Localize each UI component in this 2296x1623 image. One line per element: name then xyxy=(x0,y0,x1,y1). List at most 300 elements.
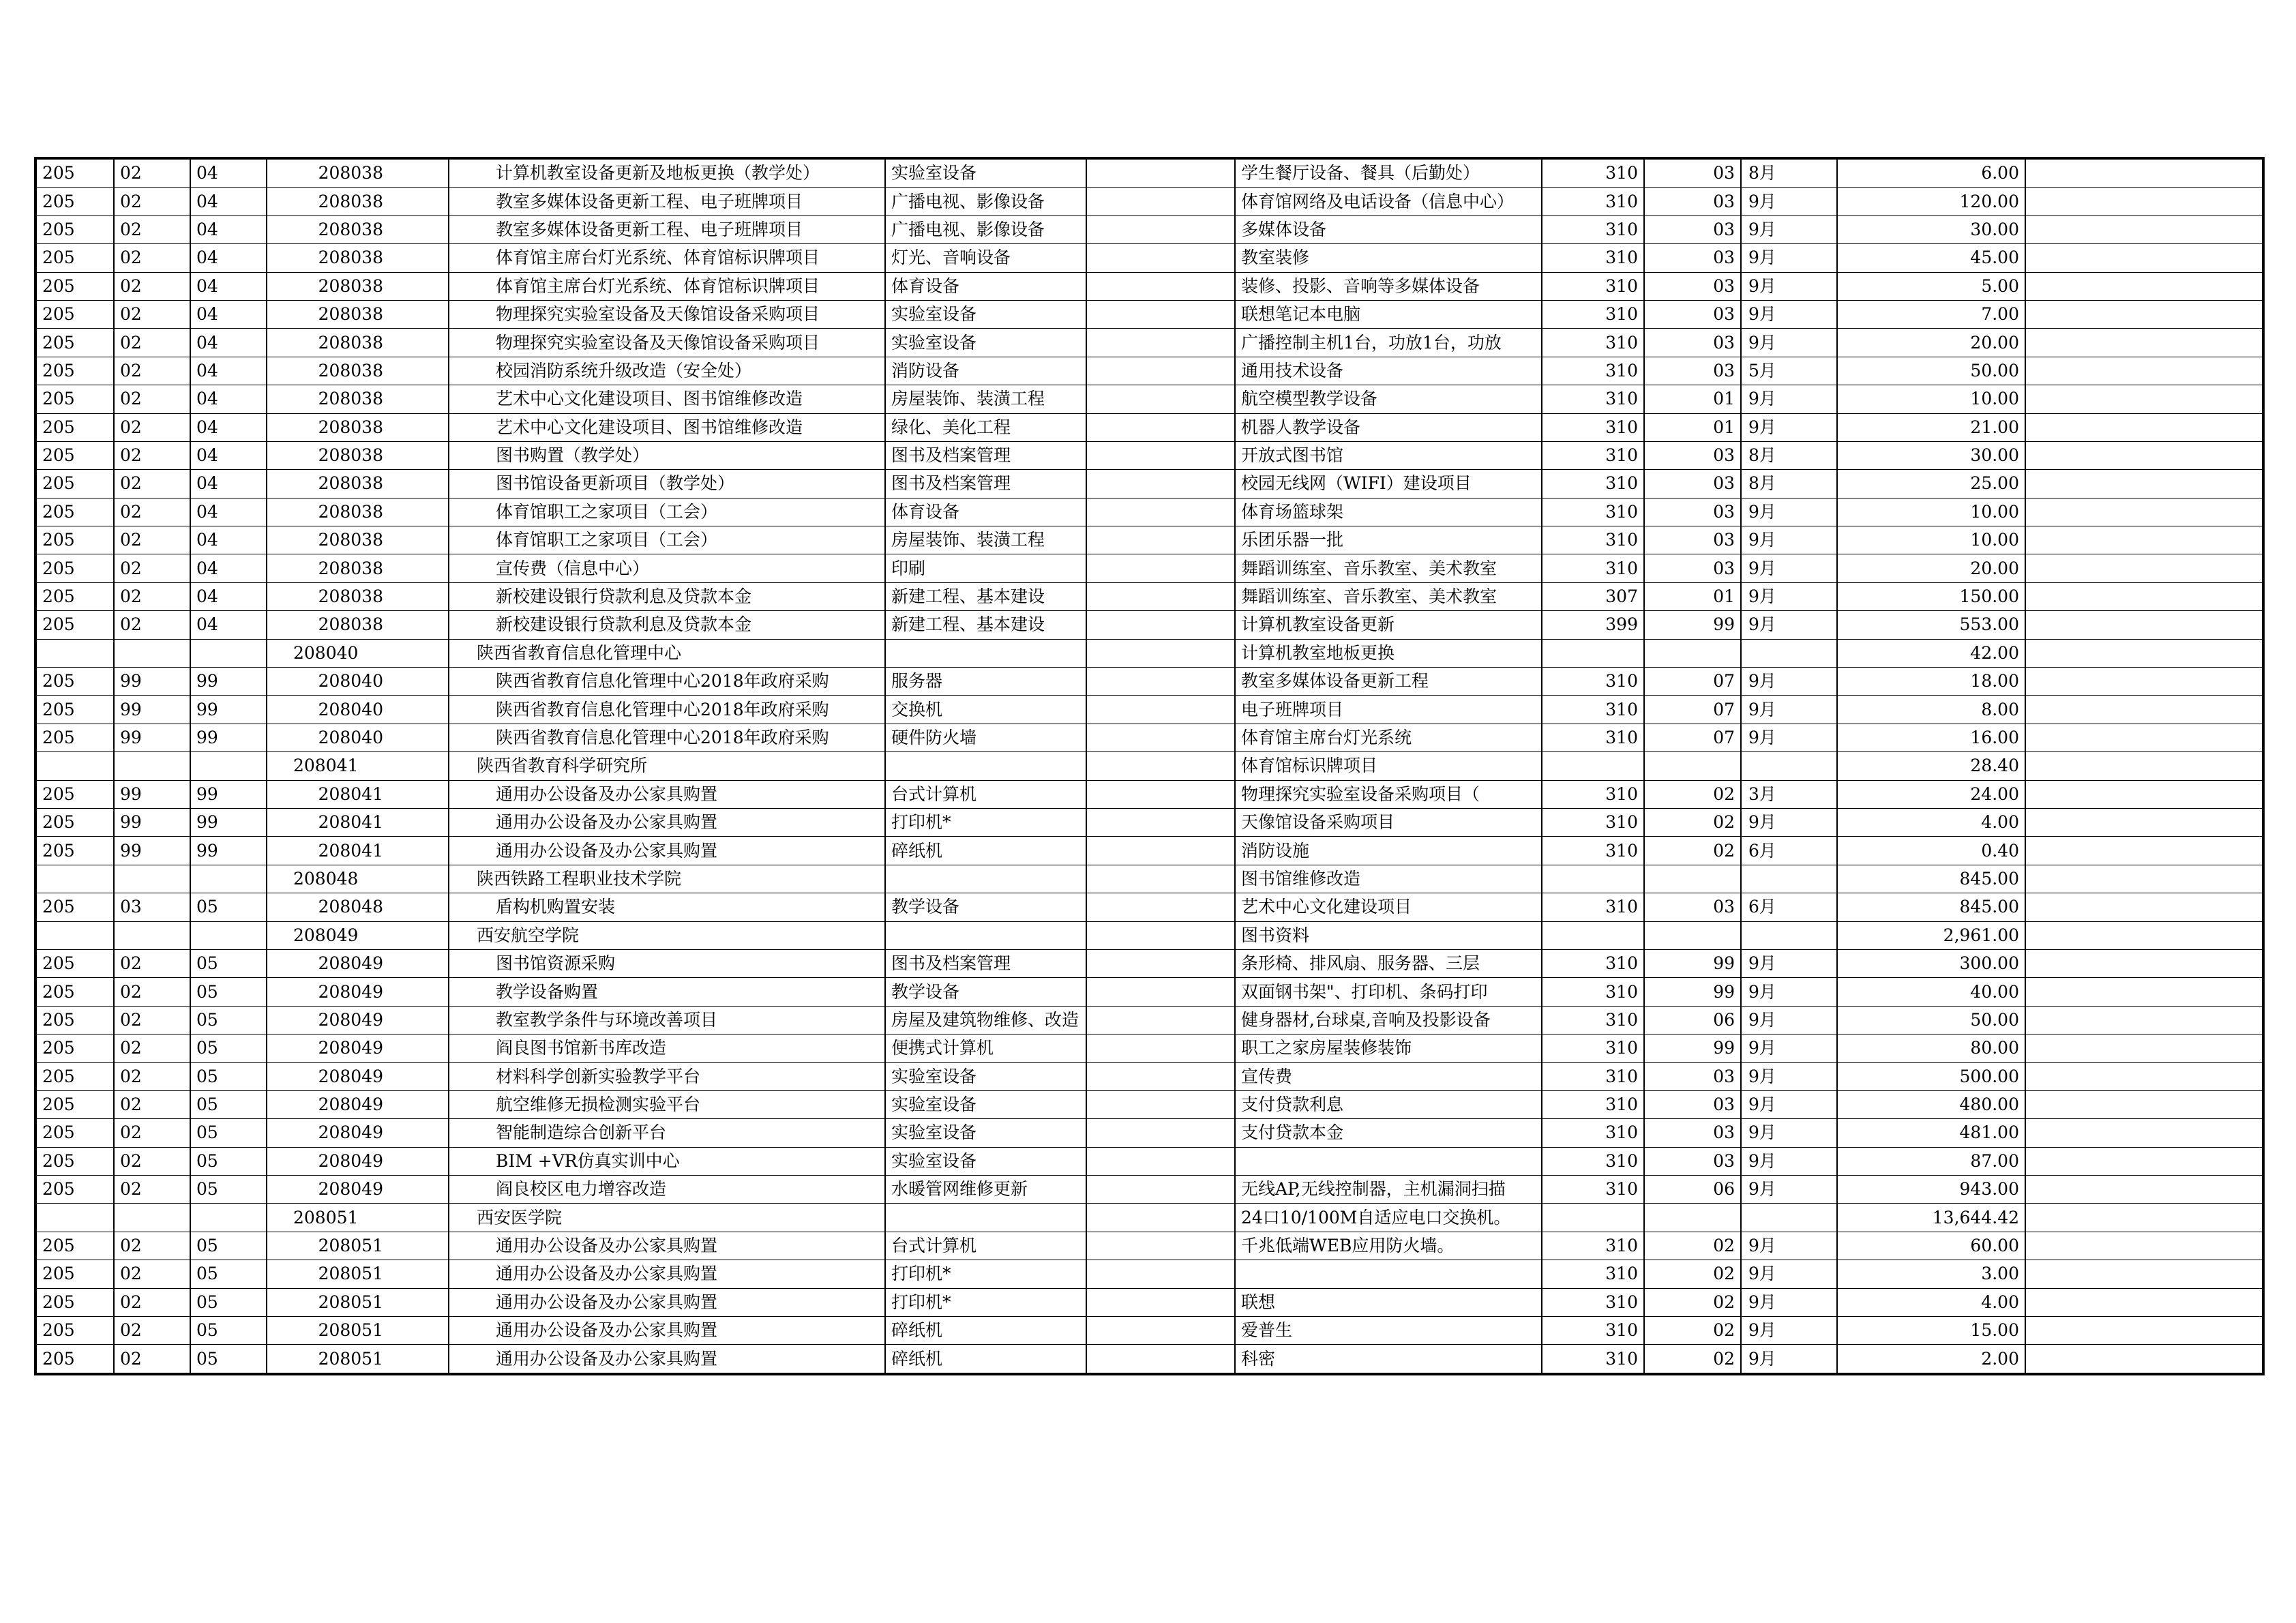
cell-subitem: 04 xyxy=(190,300,267,328)
cell-class: 205 xyxy=(35,611,114,639)
cell-unit-code: 208049 xyxy=(267,1119,449,1147)
cell-subitem: 04 xyxy=(190,329,267,357)
cell-unit-code: 208048 xyxy=(267,865,449,893)
cell-unit-code: 208051 xyxy=(267,1204,449,1232)
cell-blank xyxy=(1086,215,1235,243)
cell-category: 消防设备 xyxy=(885,357,1086,385)
cell-econ-class: 310 xyxy=(1542,1260,1644,1288)
cell-month: 9月 xyxy=(1741,724,1837,751)
cell-subitem: 99 xyxy=(190,668,267,696)
cell-subitem: 05 xyxy=(190,1260,267,1288)
table-row xyxy=(35,949,2263,977)
cell-class: 205 xyxy=(35,668,114,696)
cell-month: 9月 xyxy=(1741,949,1837,977)
cell-unit-code: 208038 xyxy=(267,158,449,188)
cell-spec: 舞蹈训练室、音乐教室、美术教室 xyxy=(1235,554,1542,582)
cell-econ-item: 02 xyxy=(1644,1288,1741,1316)
cell-blank xyxy=(1086,1034,1235,1062)
cell-class: 205 xyxy=(35,1119,114,1147)
cell-month: 9月 xyxy=(1741,329,1837,357)
cell-month: 9月 xyxy=(1741,1147,1837,1175)
cell-subitem: 04 xyxy=(190,526,267,554)
cell-amount: 30.00 xyxy=(1837,441,2025,469)
cell-subitem: 04 xyxy=(190,357,267,385)
cell-month: 8月 xyxy=(1741,441,1837,469)
cell-project: 图书购置（教学处） xyxy=(449,441,885,469)
cell-subitem: 05 xyxy=(190,893,267,921)
cell-amount: 0.40 xyxy=(1837,837,2025,865)
table-row xyxy=(35,1260,2263,1288)
cell-item: 02 xyxy=(114,441,190,469)
cell-econ-item: 03 xyxy=(1644,215,1741,243)
cell-blank xyxy=(1086,300,1235,328)
cell-project: 航空维修无损检测实验平台 xyxy=(449,1090,885,1118)
cell-class: 205 xyxy=(35,837,114,865)
cell-month: 9月 xyxy=(1741,526,1837,554)
cell-subitem: 99 xyxy=(190,780,267,808)
cell-amount: 4.00 xyxy=(1837,1288,2025,1316)
cell-subitem: 05 xyxy=(190,1090,267,1118)
cell-blank xyxy=(1086,1090,1235,1118)
cell-unit-code: 208049 xyxy=(267,921,449,949)
cell-project: 通用办公设备及办公家具购置 xyxy=(449,808,885,836)
cell-amount: 300.00 xyxy=(1837,949,2025,977)
cell-category: 实验室设备 xyxy=(885,158,1086,188)
cell-item xyxy=(114,1204,190,1232)
cell-note xyxy=(2025,921,2263,949)
cell-project: 陕西铁路工程职业技术学院 xyxy=(449,865,885,893)
table-row xyxy=(35,1090,2263,1118)
cell-month: 3月 xyxy=(1741,780,1837,808)
cell-class: 205 xyxy=(35,158,114,188)
cell-subitem: 04 xyxy=(190,188,267,215)
cell-blank xyxy=(1086,158,1235,188)
cell-blank xyxy=(1086,865,1235,893)
cell-econ-class: 310 xyxy=(1542,1062,1644,1090)
cell-class xyxy=(35,921,114,949)
cell-subitem: 04 xyxy=(190,554,267,582)
cell-unit-code: 208049 xyxy=(267,949,449,977)
cell-project: 陕西省教育信息化管理中心 xyxy=(449,639,885,667)
cell-note xyxy=(2025,1232,2263,1260)
cell-blank xyxy=(1086,1006,1235,1034)
cell-month: 9月 xyxy=(1741,1345,1837,1374)
cell-unit-code: 208049 xyxy=(267,1034,449,1062)
cell-blank xyxy=(1086,385,1235,413)
cell-amount: 10.00 xyxy=(1837,526,2025,554)
cell-class: 205 xyxy=(35,498,114,526)
cell-project: 陕西省教育信息化管理中心2018年政府采购 xyxy=(449,668,885,696)
cell-project: 阎良图书馆新书库改造 xyxy=(449,1034,885,1062)
cell-amount: 15.00 xyxy=(1837,1317,2025,1345)
cell-note xyxy=(2025,582,2263,610)
cell-month: 9月 xyxy=(1741,272,1837,300)
cell-unit-code: 208038 xyxy=(267,413,449,441)
cell-project: 体育馆主席台灯光系统、体育馆标识牌项目 xyxy=(449,272,885,300)
cell-item: 02 xyxy=(114,1062,190,1090)
cell-note xyxy=(2025,272,2263,300)
cell-blank xyxy=(1086,1317,1235,1345)
cell-item: 02 xyxy=(114,978,190,1006)
cell-econ-class: 310 xyxy=(1542,1006,1644,1034)
cell-item: 99 xyxy=(114,808,190,836)
cell-econ-item: 03 xyxy=(1644,329,1741,357)
table-row xyxy=(35,1034,2263,1062)
cell-class: 205 xyxy=(35,413,114,441)
table-row xyxy=(35,978,2263,1006)
cell-econ-item: 03 xyxy=(1644,526,1741,554)
cell-econ-item: 03 xyxy=(1644,554,1741,582)
cell-econ-item: 03 xyxy=(1644,272,1741,300)
cell-blank xyxy=(1086,724,1235,751)
table-row xyxy=(35,1232,2263,1260)
cell-item: 02 xyxy=(114,1232,190,1260)
cell-category: 硬件防火墙 xyxy=(885,724,1086,751)
cell-month: 9月 xyxy=(1741,385,1837,413)
cell-amount: 80.00 xyxy=(1837,1034,2025,1062)
cell-spec: 双面钢书架"、打印机、条码打印 xyxy=(1235,978,1542,1006)
cell-note xyxy=(2025,752,2263,780)
cell-item: 02 xyxy=(114,413,190,441)
cell-class: 205 xyxy=(35,780,114,808)
cell-project: 教室多媒体设备更新工程、电子班牌项目 xyxy=(449,215,885,243)
cell-category: 图书及档案管理 xyxy=(885,949,1086,977)
cell-blank xyxy=(1086,1062,1235,1090)
cell-spec: 消防设施 xyxy=(1235,837,1542,865)
cell-note xyxy=(2025,978,2263,1006)
table-row xyxy=(35,921,2263,949)
cell-spec: 图书资料 xyxy=(1235,921,1542,949)
cell-spec: 支付贷款利息 xyxy=(1235,1090,1542,1118)
cell-project: 校园消防系统升级改造（安全处） xyxy=(449,357,885,385)
cell-project: 教室多媒体设备更新工程、电子班牌项目 xyxy=(449,188,885,215)
cell-spec: 开放式图书馆 xyxy=(1235,441,1542,469)
cell-unit-code: 208038 xyxy=(267,385,449,413)
cell-unit-code: 208049 xyxy=(267,1006,449,1034)
cell-item xyxy=(114,865,190,893)
cell-class: 205 xyxy=(35,300,114,328)
cell-econ-class: 310 xyxy=(1542,498,1644,526)
cell-econ-class: 310 xyxy=(1542,1119,1644,1147)
cell-blank xyxy=(1086,329,1235,357)
cell-subitem xyxy=(190,1204,267,1232)
cell-spec: 体育馆主席台灯光系统 xyxy=(1235,724,1542,751)
cell-project: 艺术中心文化建设项目、图书馆维修改造 xyxy=(449,413,885,441)
cell-category: 印刷 xyxy=(885,554,1086,582)
cell-subitem: 04 xyxy=(190,441,267,469)
cell-econ-class: 310 xyxy=(1542,385,1644,413)
cell-project: 材料科学创新实验教学平台 xyxy=(449,1062,885,1090)
cell-amount: 2.00 xyxy=(1837,1345,2025,1374)
cell-spec: 条形椅、排风扇、服务器、三层 xyxy=(1235,949,1542,977)
cell-month: 9月 xyxy=(1741,1006,1837,1034)
table-row xyxy=(35,1345,2263,1374)
table-row xyxy=(35,272,2263,300)
cell-econ-item: 02 xyxy=(1644,1345,1741,1374)
cell-subitem: 05 xyxy=(190,1176,267,1204)
cell-project: 通用办公设备及办公家具购置 xyxy=(449,1232,885,1260)
cell-item: 02 xyxy=(114,1288,190,1316)
cell-subitem: 99 xyxy=(190,724,267,751)
cell-econ-item: 03 xyxy=(1644,1147,1741,1175)
table-row xyxy=(35,357,2263,385)
cell-unit-code: 208041 xyxy=(267,780,449,808)
cell-note xyxy=(2025,1006,2263,1034)
cell-unit-code: 208038 xyxy=(267,329,449,357)
cell-blank xyxy=(1086,413,1235,441)
cell-class: 205 xyxy=(35,1176,114,1204)
cell-item: 02 xyxy=(114,1006,190,1034)
cell-spec: 教室装修 xyxy=(1235,244,1542,272)
cell-amount: 845.00 xyxy=(1837,893,2025,921)
cell-subitem xyxy=(190,921,267,949)
cell-econ-item: 02 xyxy=(1644,1317,1741,1345)
cell-item: 99 xyxy=(114,837,190,865)
cell-amount: 24.00 xyxy=(1837,780,2025,808)
cell-econ-item: 03 xyxy=(1644,158,1741,188)
cell-spec: 物理探究实验室设备采购项目（ xyxy=(1235,780,1542,808)
cell-econ-item: 02 xyxy=(1644,1232,1741,1260)
cell-item: 02 xyxy=(114,582,190,610)
cell-spec: 教室多媒体设备更新工程 xyxy=(1235,668,1542,696)
cell-econ-class xyxy=(1542,1204,1644,1232)
cell-note xyxy=(2025,1260,2263,1288)
cell-econ-item: 99 xyxy=(1644,949,1741,977)
cell-category: 实验室设备 xyxy=(885,1119,1086,1147)
cell-unit-code: 208038 xyxy=(267,470,449,498)
cell-amount: 13,644.42 xyxy=(1837,1204,2025,1232)
cell-class: 205 xyxy=(35,1006,114,1034)
cell-econ-class: 310 xyxy=(1542,244,1644,272)
cell-category: 实验室设备 xyxy=(885,329,1086,357)
cell-subitem: 05 xyxy=(190,1034,267,1062)
cell-unit-code: 208038 xyxy=(267,441,449,469)
cell-spec: 宣传费 xyxy=(1235,1062,1542,1090)
cell-item: 02 xyxy=(114,611,190,639)
cell-econ-item: 03 xyxy=(1644,300,1741,328)
cell-item: 02 xyxy=(114,1034,190,1062)
cell-note xyxy=(2025,300,2263,328)
cell-month: 6月 xyxy=(1741,837,1837,865)
cell-econ-item: 99 xyxy=(1644,1034,1741,1062)
cell-econ-item: 02 xyxy=(1644,808,1741,836)
table-row xyxy=(35,893,2263,921)
cell-month: 9月 xyxy=(1741,1090,1837,1118)
cell-spec: 联想 xyxy=(1235,1288,1542,1316)
cell-econ-item: 01 xyxy=(1644,413,1741,441)
cell-subitem: 04 xyxy=(190,470,267,498)
cell-econ-class: 310 xyxy=(1542,1317,1644,1345)
cell-category: 体育设备 xyxy=(885,498,1086,526)
cell-blank xyxy=(1086,837,1235,865)
cell-category: 水暖管网维修更新 xyxy=(885,1176,1086,1204)
cell-item: 02 xyxy=(114,1090,190,1118)
cell-amount: 480.00 xyxy=(1837,1090,2025,1118)
cell-unit-code: 208038 xyxy=(267,188,449,215)
cell-class: 205 xyxy=(35,893,114,921)
cell-blank xyxy=(1086,244,1235,272)
cell-project: 体育馆职工之家项目（工会） xyxy=(449,526,885,554)
cell-unit-code: 208041 xyxy=(267,837,449,865)
cell-spec: 科密 xyxy=(1235,1345,1542,1374)
cell-note xyxy=(2025,837,2263,865)
cell-econ-item: 03 xyxy=(1644,1119,1741,1147)
cell-category: 教学设备 xyxy=(885,893,1086,921)
cell-econ-item: 03 xyxy=(1644,470,1741,498)
cell-econ-class: 310 xyxy=(1542,1288,1644,1316)
cell-amount: 845.00 xyxy=(1837,865,2025,893)
cell-item: 02 xyxy=(114,300,190,328)
cell-category xyxy=(885,1204,1086,1232)
cell-item: 02 xyxy=(114,1345,190,1374)
cell-subitem: 04 xyxy=(190,244,267,272)
cell-class: 205 xyxy=(35,1147,114,1175)
cell-spec: 职工之家房屋装修装饰 xyxy=(1235,1034,1542,1062)
cell-econ-class: 399 xyxy=(1542,611,1644,639)
cell-class: 205 xyxy=(35,978,114,1006)
cell-unit-code: 208051 xyxy=(267,1345,449,1374)
table-row xyxy=(35,1204,2263,1232)
cell-note xyxy=(2025,893,2263,921)
cell-unit-code: 208049 xyxy=(267,978,449,1006)
cell-amount: 2,961.00 xyxy=(1837,921,2025,949)
cell-note xyxy=(2025,1062,2263,1090)
cell-note xyxy=(2025,780,2263,808)
cell-econ-class xyxy=(1542,865,1644,893)
cell-class xyxy=(35,752,114,780)
cell-project: 通用办公设备及办公家具购置 xyxy=(449,1288,885,1316)
cell-item: 02 xyxy=(114,1260,190,1288)
cell-subitem: 05 xyxy=(190,1317,267,1345)
cell-spec xyxy=(1235,1147,1542,1175)
cell-class: 205 xyxy=(35,808,114,836)
cell-project: 盾构机购置安装 xyxy=(449,893,885,921)
cell-spec: 健身器材,台球桌,音响及投影设备 xyxy=(1235,1006,1542,1034)
table-row xyxy=(35,554,2263,582)
cell-econ-class: 310 xyxy=(1542,272,1644,300)
cell-econ-class: 310 xyxy=(1542,526,1644,554)
cell-econ-item: 07 xyxy=(1644,668,1741,696)
cell-item: 02 xyxy=(114,498,190,526)
cell-project: 物理探究实验室设备及天像馆设备采购项目 xyxy=(449,329,885,357)
cell-note xyxy=(2025,639,2263,667)
cell-note xyxy=(2025,1288,2263,1316)
cell-blank xyxy=(1086,668,1235,696)
cell-month: 9月 xyxy=(1741,554,1837,582)
cell-subitem: 99 xyxy=(190,808,267,836)
table-row xyxy=(35,526,2263,554)
cell-project: 陕西省教育信息化管理中心2018年政府采购 xyxy=(449,724,885,751)
table-row xyxy=(35,1317,2263,1345)
cell-blank xyxy=(1086,921,1235,949)
cell-month xyxy=(1741,639,1837,667)
cell-month: 8月 xyxy=(1741,158,1837,188)
cell-note xyxy=(2025,188,2263,215)
cell-month: 9月 xyxy=(1741,808,1837,836)
cell-spec: 体育馆网络及电话设备（信息中心） xyxy=(1235,188,1542,215)
table-row xyxy=(35,1288,2263,1316)
cell-class: 205 xyxy=(35,1090,114,1118)
cell-item: 02 xyxy=(114,470,190,498)
cell-note xyxy=(2025,1204,2263,1232)
cell-subitem: 05 xyxy=(190,978,267,1006)
cell-econ-item xyxy=(1644,639,1741,667)
cell-spec: 支付贷款本金 xyxy=(1235,1119,1542,1147)
cell-category xyxy=(885,752,1086,780)
cell-note xyxy=(2025,808,2263,836)
cell-class: 205 xyxy=(35,724,114,751)
cell-subitem: 99 xyxy=(190,696,267,724)
cell-econ-item: 03 xyxy=(1644,441,1741,469)
cell-blank xyxy=(1086,611,1235,639)
table-row xyxy=(35,215,2263,243)
cell-blank xyxy=(1086,1119,1235,1147)
cell-subitem: 05 xyxy=(190,1062,267,1090)
cell-unit-code: 208040 xyxy=(267,696,449,724)
cell-class: 205 xyxy=(35,1034,114,1062)
cell-econ-class: 310 xyxy=(1542,780,1644,808)
cell-blank xyxy=(1086,1232,1235,1260)
cell-amount: 30.00 xyxy=(1837,215,2025,243)
cell-month: 9月 xyxy=(1741,413,1837,441)
cell-project: 体育馆主席台灯光系统、体育馆标识牌项目 xyxy=(449,244,885,272)
cell-project: 图书馆资源采购 xyxy=(449,949,885,977)
cell-econ-class: 310 xyxy=(1542,893,1644,921)
cell-month: 9月 xyxy=(1741,1034,1837,1062)
cell-spec: 广播控制主机1台，功放1台，功放 xyxy=(1235,329,1542,357)
cell-unit-code: 208049 xyxy=(267,1090,449,1118)
cell-amount: 3.00 xyxy=(1837,1260,2025,1288)
cell-econ-class: 310 xyxy=(1542,1232,1644,1260)
cell-category: 房屋装饰、装潢工程 xyxy=(885,385,1086,413)
cell-blank xyxy=(1086,526,1235,554)
cell-econ-class: 310 xyxy=(1542,724,1644,751)
cell-blank xyxy=(1086,808,1235,836)
table-row xyxy=(35,385,2263,413)
cell-amount: 50.00 xyxy=(1837,1006,2025,1034)
cell-unit-code: 208041 xyxy=(267,752,449,780)
cell-spec: 校园无线网（WIFI）建设项目 xyxy=(1235,470,1542,498)
cell-note xyxy=(2025,526,2263,554)
cell-project: 西安航空学院 xyxy=(449,921,885,949)
cell-subitem: 05 xyxy=(190,1288,267,1316)
table-row xyxy=(35,808,2263,836)
cell-unit-code: 208038 xyxy=(267,554,449,582)
table-row xyxy=(35,752,2263,780)
cell-econ-class: 310 xyxy=(1542,949,1644,977)
cell-project: 通用办公设备及办公家具购置 xyxy=(449,837,885,865)
cell-amount: 87.00 xyxy=(1837,1147,2025,1175)
table-row xyxy=(35,865,2263,893)
cell-note xyxy=(2025,668,2263,696)
cell-item: 02 xyxy=(114,188,190,215)
cell-blank xyxy=(1086,752,1235,780)
table-row xyxy=(35,498,2263,526)
cell-category: 碎纸机 xyxy=(885,837,1086,865)
cell-econ-class: 310 xyxy=(1542,470,1644,498)
cell-item: 99 xyxy=(114,780,190,808)
cell-note xyxy=(2025,554,2263,582)
cell-econ-class: 310 xyxy=(1542,837,1644,865)
cell-blank xyxy=(1086,188,1235,215)
cell-amount: 120.00 xyxy=(1837,188,2025,215)
cell-unit-code: 208038 xyxy=(267,300,449,328)
cell-econ-item: 03 xyxy=(1644,1090,1741,1118)
cell-item: 02 xyxy=(114,1317,190,1345)
cell-blank xyxy=(1086,639,1235,667)
cell-spec: 联想笔记本电脑 xyxy=(1235,300,1542,328)
cell-econ-item: 99 xyxy=(1644,611,1741,639)
